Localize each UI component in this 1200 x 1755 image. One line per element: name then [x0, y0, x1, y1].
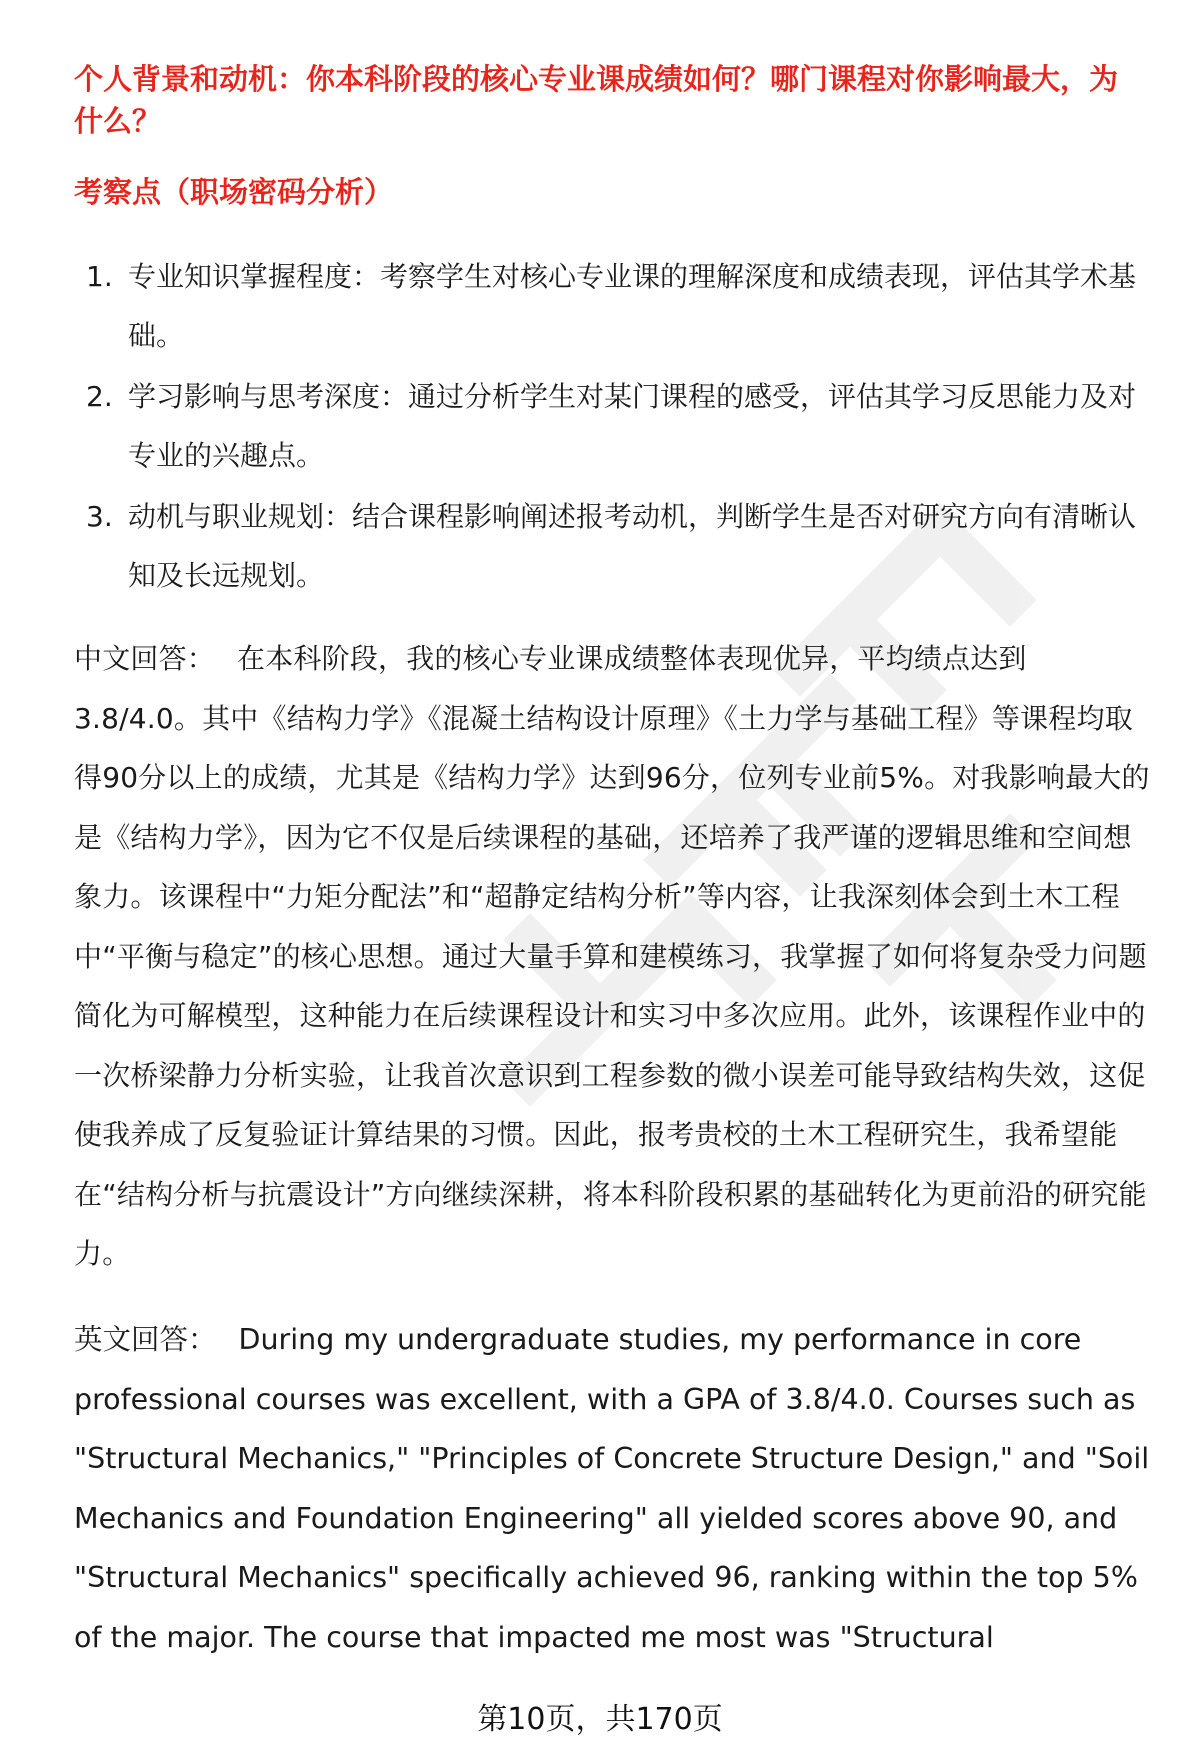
item-text: 专业知识掌握程度：考察学生对核心专业课的理解深度和成绩表现，评估其学术基础。 — [128, 260, 1137, 352]
assessment-title: 考察点（职场密码分析） — [74, 175, 394, 209]
english-answer — [74, 1310, 1152, 1667]
item-number: 3. — [86, 500, 113, 533]
page-number: 第10页，共170页 — [477, 1702, 723, 1737]
item-text: 动机与职业规划：结合课程影响阐述报考动机，判断学生是否对研究方向有清晰认知及长远规划。 — [128, 500, 1137, 592]
chinese-answer-text: 在本科阶段，我的核心专业课成绩整体表现优异，平均绩点达到3.8/4.0。其中《结构力学》《混凝土结构设计原理》《土力学与基础工程》等课程均取得90分以上的成绩，尤其是《结构力学》达到96分，位列专业前5%。对我影响最大的是《结构力学》，因为它不仅是后续课程的基础，还培养了我严谨的逻辑思维和空间想象力。该课程中“力矩分配法”和“超静定结构分析”等内容，让我深刻体会到土木工程中“平衡与稳定”的核心思想。通过大量手算和建模练习，我掌握了如何将复杂受力问题简化为可解模型，这种能力在后续课程设计和实习中多次应用。此外，该课程作业中的一次桥梁静力分析实验，让我首次意识到工程参数的微小误差可能导致结构失效，这促使我养成了反复验证计算结果的习惯。因此，报考贵校的土木工程研究生，我希望能在“结构分析与抗震设计”方向继续深耕，将本科阶段积累的基础转化为更前沿的研究能力。 — [74, 642, 1150, 1270]
item-number: 1. — [86, 260, 113, 293]
assessment-item — [74, 247, 1144, 365]
question-heading: 个人背景和动机：你本科阶段的核心专业课成绩如何？哪门课程对你影响最大，为什么？ — [74, 62, 1119, 138]
item-text: 学习影响与思考深度：通过分析学生对某门课程的感受，评估其学习反思能力及对专业的兴趣点。 — [128, 380, 1137, 472]
chinese-answer-label: 中文回答： — [74, 642, 216, 675]
assessment-item — [74, 487, 1144, 605]
assessment-list — [74, 247, 1144, 607]
assessment-item — [74, 367, 1144, 485]
english-answer-text: During my undergraduate studies, my performance in core professional courses was excellent, with a GPA of 3.8/4.0. Courses such as "Structural Mechanics," "Principles of Concrete Structure Design," and "Soil Mechanics and Foundation Engineering" all yielded scores above 90, and "Structural Mechanics" specifically achieved 96, ranking within the top 5% of the major. The course that impacted me most was "Structural — [74, 1323, 1150, 1654]
chinese-answer — [74, 629, 1152, 1284]
item-number: 2. — [86, 380, 113, 413]
english-answer-label: 英文回答： — [74, 1323, 217, 1356]
